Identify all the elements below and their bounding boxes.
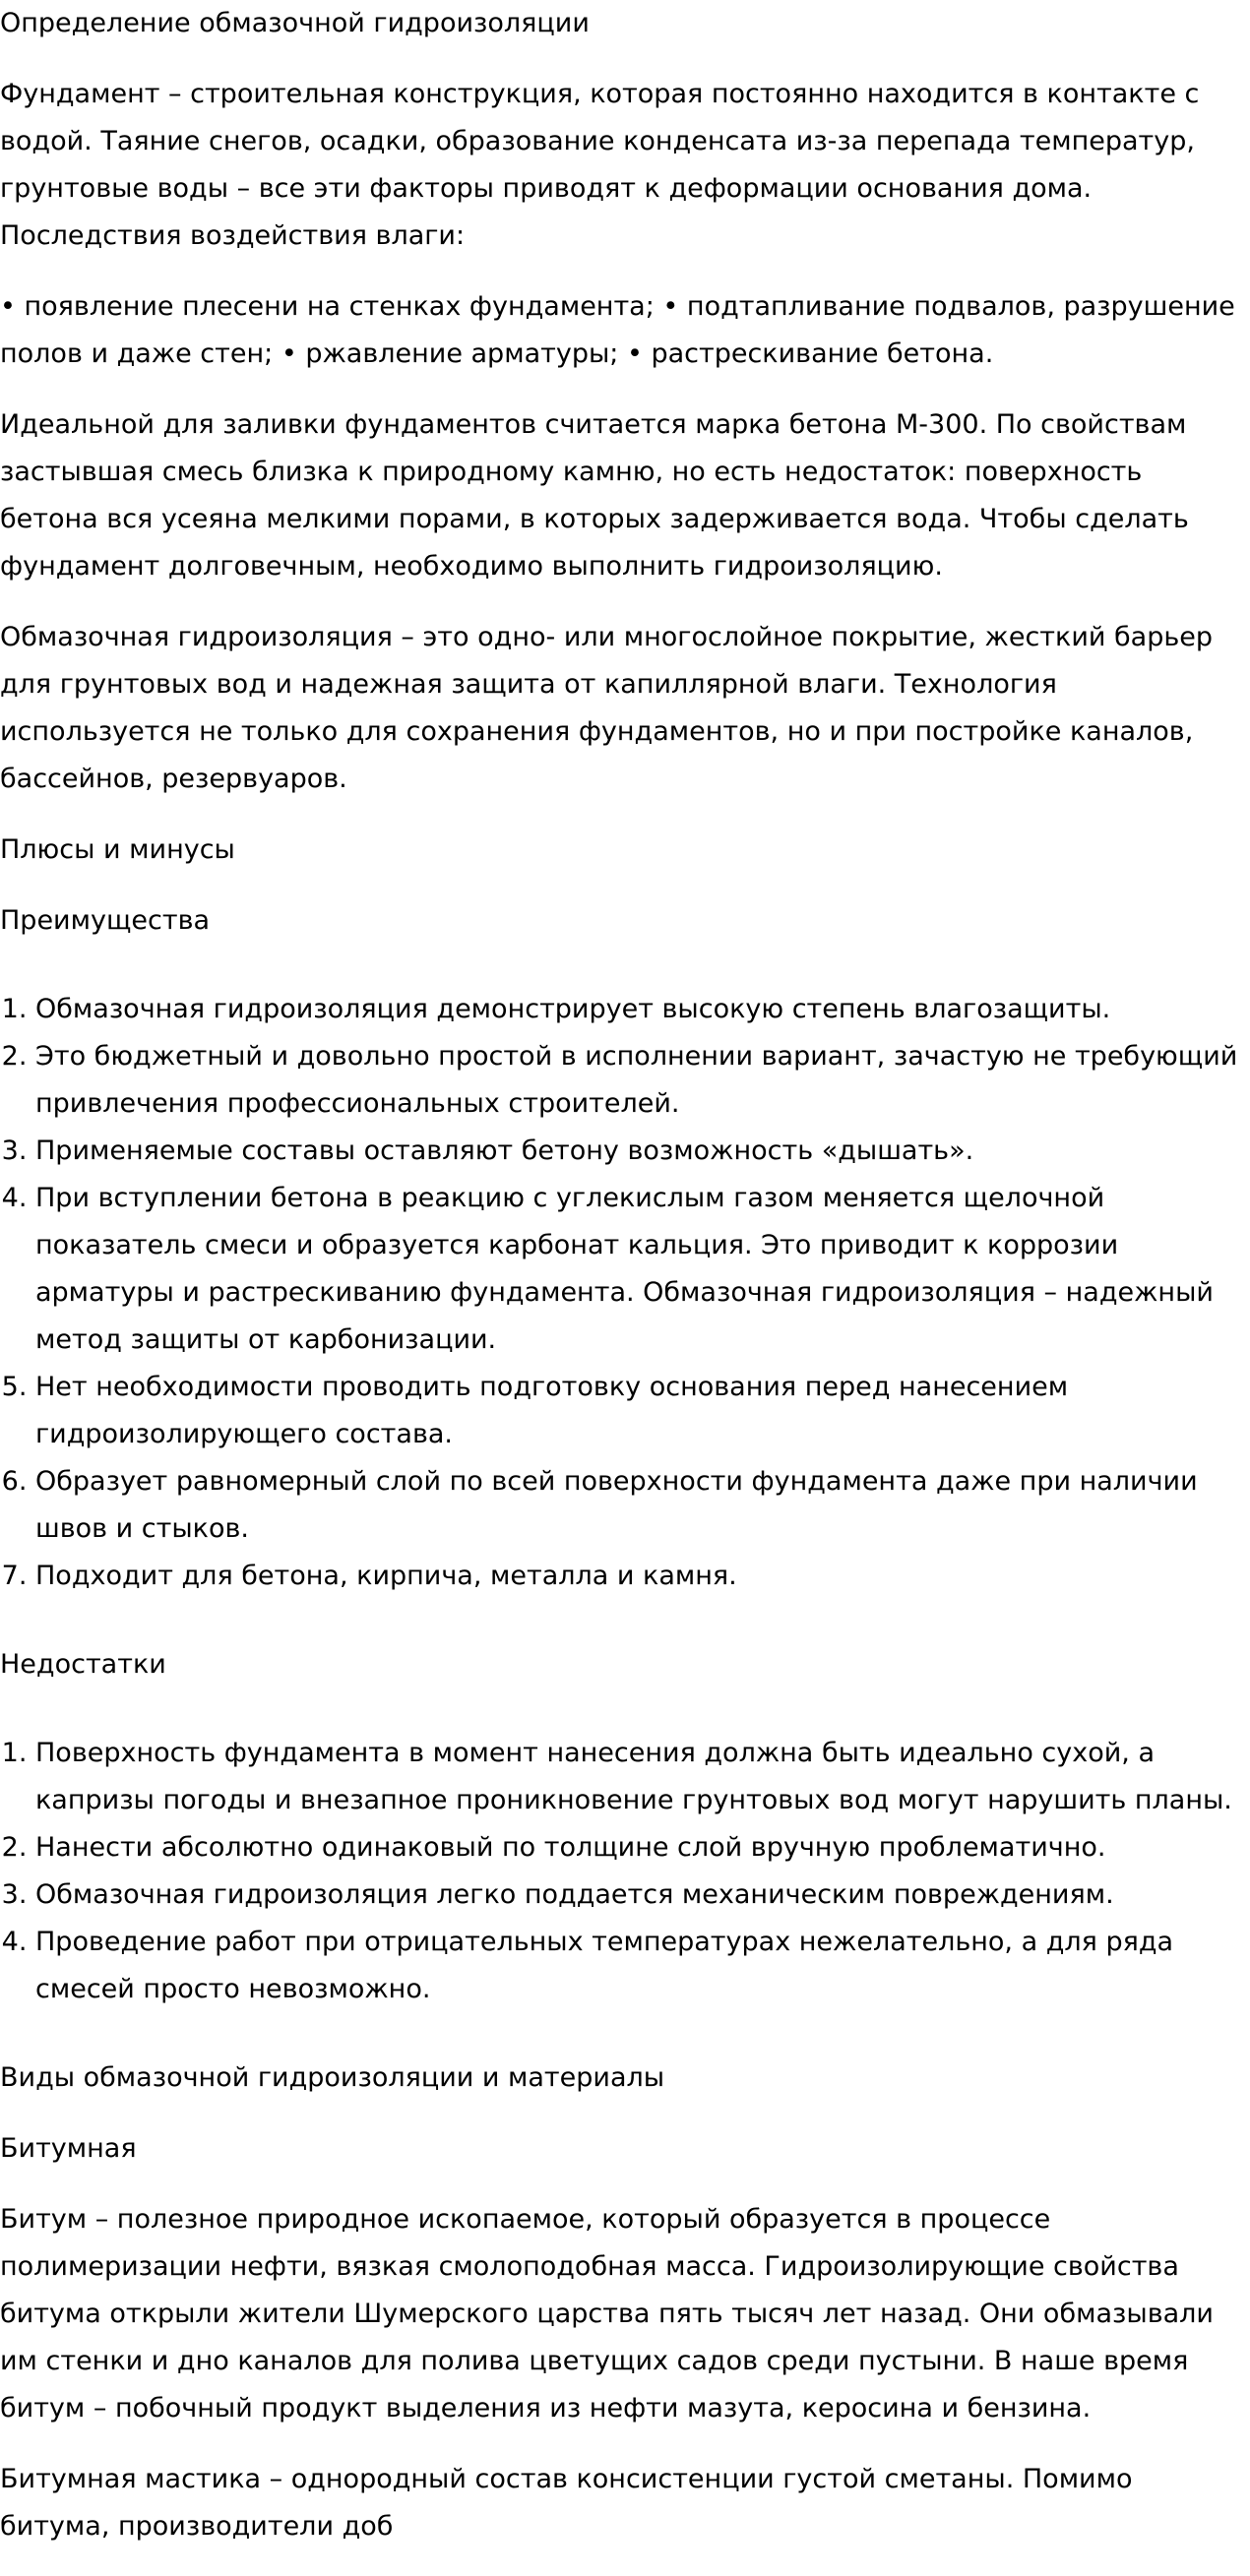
intro-paragraph-1: Фундамент – строительная конструкция, которая постоянно находится в контакте с водой. Таяние снегов, осадки, образование конденсата из-за перепада температур, грунтовые воды – все эти факторы приводят к деформации основания дома. Последствия воздействия влаги: [0,79,1200,251]
list-item: 2. Это бюджетный и довольно простой в исполнении вариант, зачастую не требующий привлечения профессиональных строителей. [35,1033,1245,1128]
list-item: 4. Проведение работ при отрицательных температурах нежелательно, а для ряда смесей просто невозможно. [35,1919,1245,2013]
disadvantages-list [0,1730,1245,2013]
list-item: 4. При вступлении бетона в реакцию с углекислым газом меняется щелочной показатель смеси и образуется карбонат кальция. Это приводит к коррозии арматуры и растрескиванию фундамента. Обмазочная гидроизоляция – надежный метод защиты от карбонизации. [35,1175,1245,1364]
list-item: 6. Образует равномерный слой по всей поверхности фундамента даже при наличии швов и стыков. [35,1458,1245,1553]
list-item: 3. Применяемые составы оставляют бетону возможность «дышать». [35,1128,1245,1175]
advantages-list [0,986,1245,1600]
list-item: 3. Обмазочная гидроизоляция легко поддается механическим повреждениям. [35,1871,1245,1919]
advantages-heading: Преимущества [0,905,211,936]
pros-cons-heading: Плюсы и минусы [0,834,235,865]
intro-paragraph-4: Обмазочная гидроизоляция – это одно- или многослойное покрытие, жесткий барьер для грунтовых вод и надежная защита от капиллярной влаги. Технология используется не только для сохранения фундаментов, но и при постройке каналов, бассейнов, резервуаров. [0,622,1214,794]
list-item: 1. Обмазочная гидроизоляция демонстрирует высокую степень влагозащиты. [35,986,1245,1033]
bitumen-paragraph-1: Битум – полезное природное ископаемое, который образуется в процессе полимеризации нефти, вязкая смолоподобная масса. Гидроизолирующие свойства битума открыли жители Шумерского царства пять тысяч лет назад. Они обмазывали им стенки и дно каналов для полива цветущих садов среди пустыни. В наше время битум – побочный продукт выделения из нефти мазута, керосина и бензина. [0,2204,1214,2423]
list-item: 5. Нет необходимости проводить подготовку основания перед нанесением гидроизолирующего состава. [35,1364,1245,1458]
bitumen-paragraph-2: Битумная мастика – однородный состав консистенции густой сметаны. Помимо битума, производители доб [0,2464,1133,2542]
intro-paragraph-3: Идеальной для заливки фундаментов считается марка бетона М-300. По свойствам застывшая смесь близка к природному камню, но есть недостаток: поверхность бетона вся усеяна мелкими порами, в которых задерживается вода. Чтобы сделать фундамент долговечным, необходимо выполнить гидроизоляцию. [0,409,1189,582]
disadvantages-heading: Недостатки [0,1649,166,1680]
article-title: Определение обмазочной гидроизоляции [0,8,590,38]
list-item: 1. Поверхность фундамента в момент нанесения должна быть идеально сухой, а капризы погоды и внезапное проникновение грунтовых вод могут нарушить планы. [35,1730,1245,1824]
bitumen-heading: Битумная [0,2133,137,2164]
types-heading: Виды обмазочной гидроизоляции и материалы [0,2062,665,2093]
intro-paragraph-2: • появление плесени на стенках фундамента; • подтапливание подвалов, разрушение полов и даже стен; • ржавление арматуры; • растрескивание бетона. [0,291,1235,369]
list-item: 7. Подходит для бетона, кирпича, металла и камня. [35,1553,1245,1600]
list-item: 2. Нанести абсолютно одинаковый по толщине слой вручную проблематично. [35,1824,1245,1871]
